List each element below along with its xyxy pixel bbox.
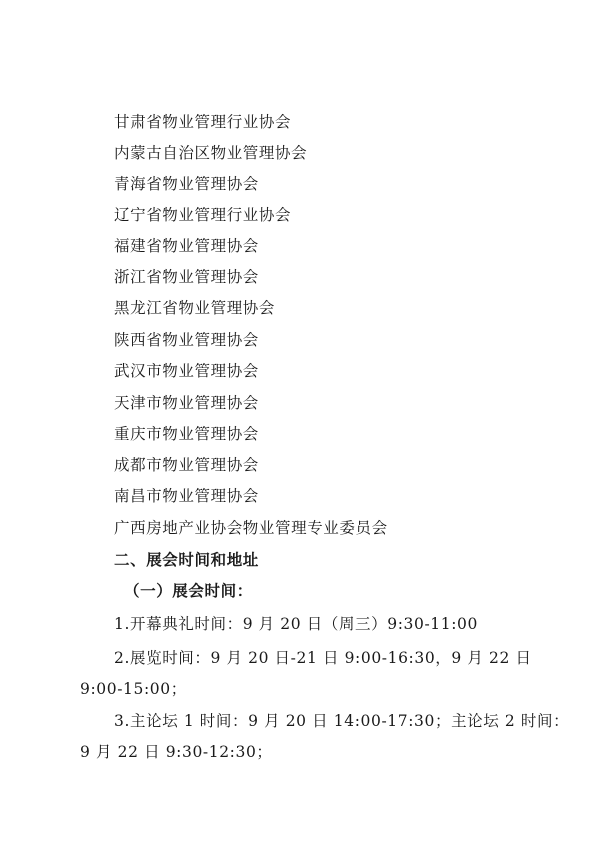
schedule-item-exhibition: 2.展览时间：9 月 20 日-21 日 9:00-16:30，9 月 22 日 bbox=[114, 649, 532, 667]
organization-item: 武汉市物业管理协会 bbox=[114, 362, 259, 380]
organization-item: 广西房地产业协会物业管理专业委员会 bbox=[114, 519, 388, 537]
organization-item: 福建省物业管理协会 bbox=[114, 237, 259, 255]
organization-item: 青海省物业管理协会 bbox=[114, 175, 259, 193]
schedule-item-opening: 1.开幕典礼时间：9 月 20 日（周三）9:30-11:00 bbox=[114, 615, 478, 633]
organization-item: 重庆市物业管理协会 bbox=[114, 425, 259, 443]
organization-item: 内蒙古自治区物业管理协会 bbox=[114, 144, 308, 162]
organization-item: 辽宁省物业管理行业协会 bbox=[114, 206, 292, 224]
organization-item: 成都市物业管理协会 bbox=[114, 456, 259, 474]
schedule-item-exhibition-continued: 9:00-15:00； bbox=[80, 680, 187, 698]
organization-item: 甘肃省物业管理行业协会 bbox=[114, 113, 292, 131]
section-heading: 二、展会时间和地址 bbox=[114, 550, 259, 569]
organization-item: 陕西省物业管理协会 bbox=[114, 331, 259, 349]
organization-item: 天津市物业管理协会 bbox=[114, 394, 259, 412]
organization-item: 黑龙江省物业管理协会 bbox=[114, 299, 276, 317]
schedule-item-forum-continued: 9 月 22 日 9:30-12:30； bbox=[80, 743, 273, 761]
organization-item: 浙江省物业管理协会 bbox=[114, 268, 259, 286]
organization-item: 南昌市物业管理协会 bbox=[114, 487, 259, 505]
schedule-item-forum: 3.主论坛 1 时间：9 月 20 日 14:00-17:30；主论坛 2 时间： bbox=[114, 712, 570, 730]
subsection-heading: （一）展会时间： bbox=[124, 581, 253, 600]
